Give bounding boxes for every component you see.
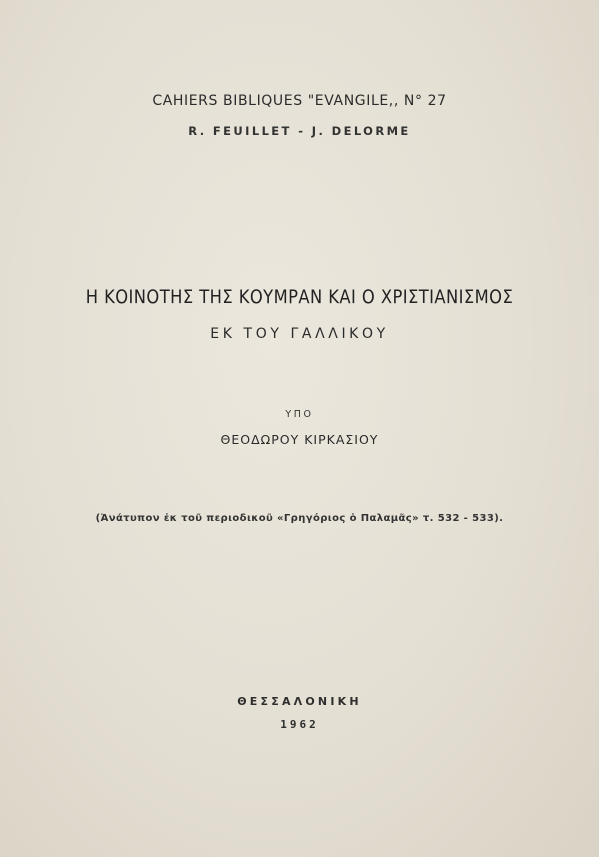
book-title: Η ΚΟΙΝΟΤΗΣ ΤΗΣ ΚΟΥΜΡΑΝ ΚΑΙ Ο ΧΡΙΣΤΙΑΝΙΣΜΟΣ [85,286,514,308]
translator-name: ΘΕΟΔΩΡΟΥ ΚΙΡΚΑΣΙΟΥ [220,432,379,447]
publication-year: 1962 [280,718,319,731]
publication-place: ΘΕΣΣΑΛΟΝΙΚΗ [237,695,362,708]
by-label: ΥΠΟ [285,409,314,420]
reprint-note: (Ἀνάτυπον ἐκ τοῦ περιοδικοῦ «Γρηγόριος ὁ Παλαμᾶς» τ. 532 - 533). [95,513,504,524]
series-heading: CAHIERS BIBLIQUES "EVANGILE,, N° 27 [152,93,447,109]
authors-line: R. FEUILLET - J. DELORME [188,124,411,138]
book-subtitle: ΕΚ ΤΟΥ ΓΑΛΛΙΚΟΥ [210,326,389,342]
